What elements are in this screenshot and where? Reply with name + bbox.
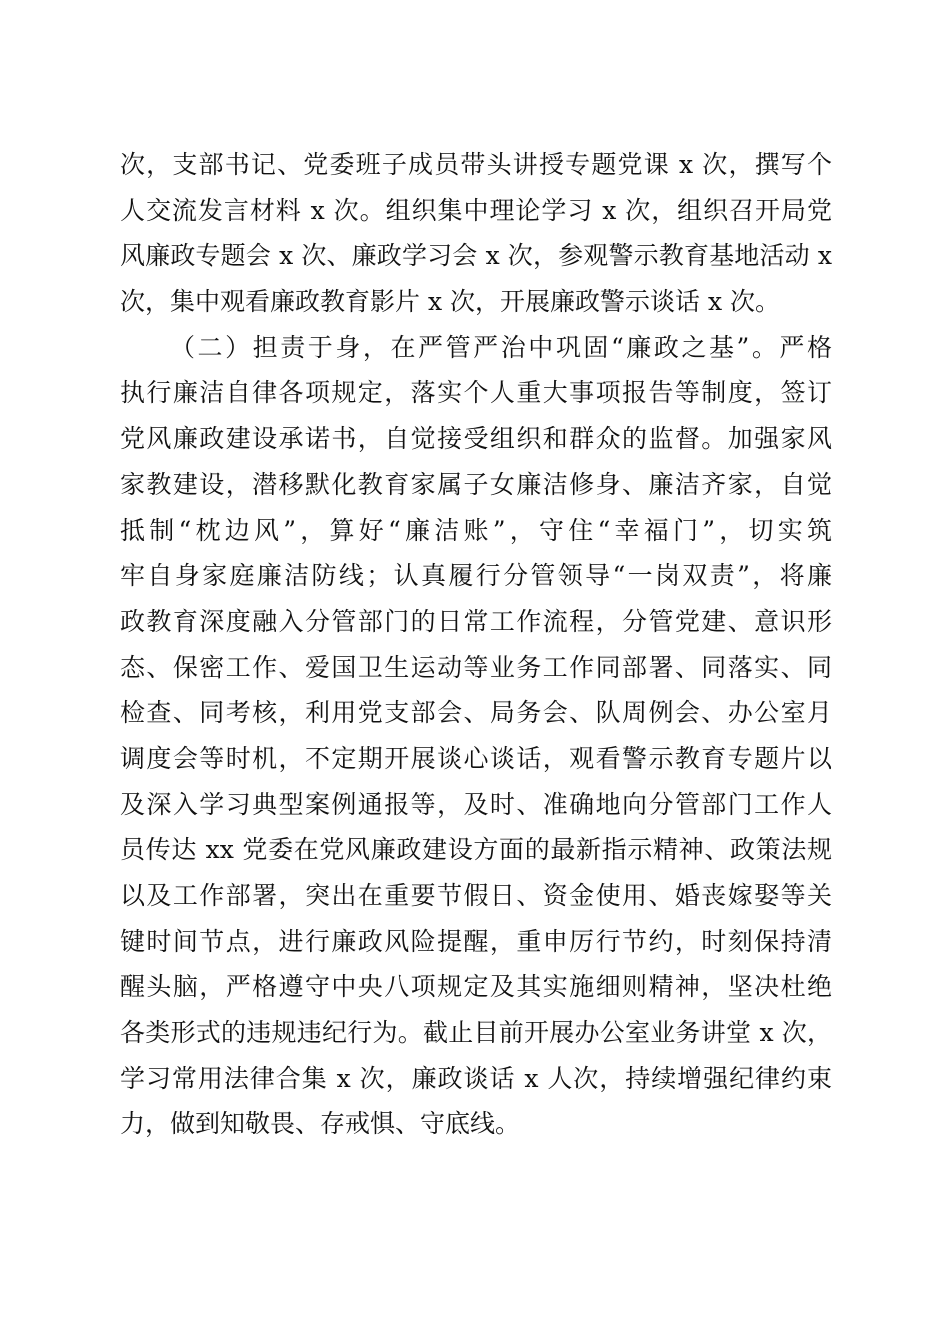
text-line: 检查、同考核，利用党支部会、局务会、队周例会、办公室月 — [120, 698, 832, 728]
paragraph-1-continued — [120, 142, 832, 325]
paragraph-2 — [120, 325, 832, 1147]
text-line: 次，集中观看廉政教育影片 x 次，开展廉政警示谈话 x 次。 — [120, 287, 780, 317]
text-line: 党风廉政建设承诺书，自觉接受组织和群众的监督。加强家风 — [120, 424, 832, 454]
text-line: 键时间节点，进行廉政风险提醒，重申厉行节约，时刻保持清 — [120, 926, 832, 956]
text-line: 牢自身家庭廉洁防线；认真履行分管领导“一岗双责”，将廉 — [120, 561, 832, 591]
text-line: 风廉政专题会 x 次、廉政学习会 x 次，参观警示教育基地活动 x — [120, 241, 832, 271]
text-line: 次，支部书记、党委班子成员带头讲授专题党课 x 次，撰写个 — [120, 150, 832, 179]
text-line: 学习常用法律合集 x 次，廉政谈话 x 人次，持续增强纪律约束 — [120, 1063, 832, 1093]
document-body — [120, 142, 832, 1147]
text-line: 醒头脑，严格遵守中央八项规定及其实施细则精神，坚决杜绝 — [120, 972, 832, 1002]
text-line: 态、保密工作、爱国卫生运动等业务工作同部署、同落实、同 — [120, 652, 832, 682]
text-line: （二）担责于身，在严管严治中巩固“廉政之基”。严格 — [170, 332, 832, 362]
text-line: 政教育深度融入分管部门的日常工作流程，分管党建、意识形 — [120, 606, 832, 636]
text-line: 力，做到知敬畏、存戒惧、守底线。 — [120, 1109, 521, 1139]
text-line: 执行廉洁自律各项规定，落实个人重大事项报告等制度，签订 — [120, 378, 832, 408]
text-line: 抵制“枕边风”，算好“廉洁账”，守住“幸福门”，切实筑 — [120, 515, 832, 545]
text-line: 各类形式的违规违纪行为。截止目前开展办公室业务讲堂 x 次， — [120, 1018, 832, 1048]
text-line: 及深入学习典型案例通报等，及时、准确地向分管部门工作人 — [120, 789, 832, 819]
text-line: 员传达 xx 党委在党风廉政建设方面的最新指示精神、政策法规 — [120, 835, 832, 865]
text-line: 人交流发言材料 x 次。组织集中理论学习 x 次，组织召开局党 — [120, 195, 832, 225]
text-line: 家教建设，潜移默化教育家属子女廉洁修身、廉洁齐家，自觉 — [120, 469, 832, 499]
text-line: 调度会等时机，不定期开展谈心谈话，观看警示教育专题片以 — [120, 743, 832, 773]
text-line: 以及工作部署，突出在重要节假日、资金使用、婚丧嫁娶等关 — [120, 881, 832, 910]
